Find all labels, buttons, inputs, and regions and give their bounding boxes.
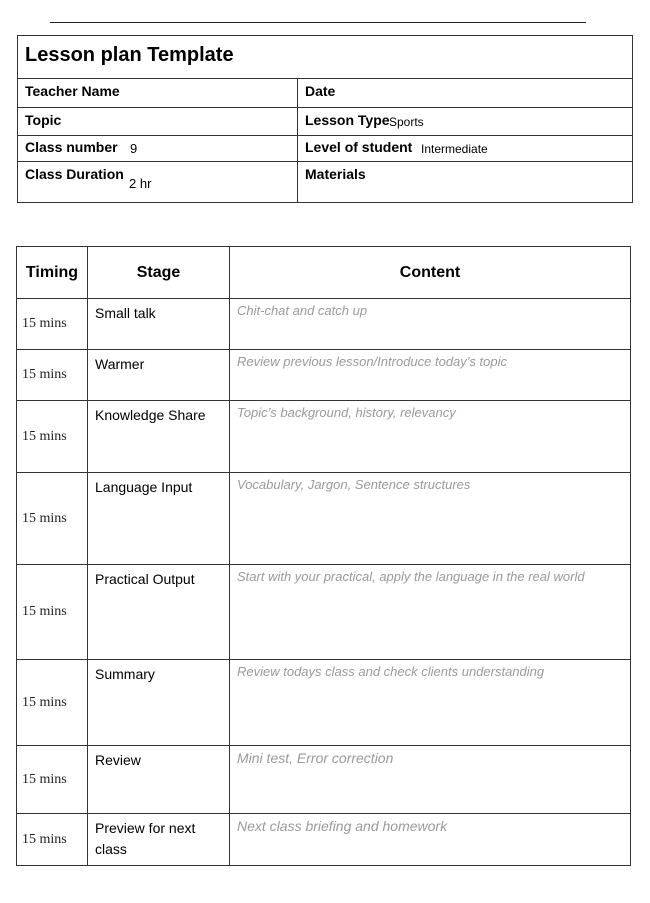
- stage-value: Language Input: [95, 479, 193, 495]
- topic-label: Topic: [25, 112, 62, 128]
- content-value: Start with your practical, apply the language in the real world: [237, 569, 585, 584]
- table-row: [17, 660, 631, 746]
- class-duration-value: 2 hr: [129, 176, 152, 191]
- stage-value: Knowledge Share: [95, 407, 206, 423]
- timing-value: 15 mins: [22, 367, 67, 382]
- stage-value: Summary: [95, 666, 155, 682]
- timing-cell[interactable]: [17, 660, 88, 746]
- table-row: [17, 746, 631, 814]
- timing-cell[interactable]: [17, 565, 88, 660]
- date-cell[interactable]: [298, 79, 632, 107]
- stage-value: Preview for next class: [95, 820, 196, 857]
- timing-value: 15 mins: [22, 771, 67, 787]
- stage-cell[interactable]: [88, 401, 230, 473]
- timing-cell[interactable]: [17, 401, 88, 473]
- table-row: [17, 473, 631, 565]
- content-cell[interactable]: [230, 299, 631, 350]
- timing-cell[interactable]: [17, 814, 88, 866]
- content-value: Mini test, Error correction: [237, 750, 394, 766]
- column-header-stage: Stage: [88, 247, 230, 299]
- stage-cell[interactable]: [88, 746, 230, 814]
- table-row: [17, 814, 631, 866]
- stage-value: Warmer: [95, 356, 145, 372]
- content-cell[interactable]: [230, 814, 631, 866]
- lesson-type-value: Sports: [389, 115, 424, 129]
- lesson-header-table: [17, 35, 633, 203]
- top-rule: [50, 22, 586, 23]
- stage-cell[interactable]: [88, 299, 230, 350]
- table-row: [17, 401, 631, 473]
- timing-value: 15 mins: [22, 604, 67, 619]
- timing-value: 15 mins: [22, 831, 67, 847]
- content-cell[interactable]: [230, 746, 631, 814]
- level-label: Level of student: [305, 139, 413, 155]
- class-number-value: 9: [130, 141, 138, 156]
- content-cell[interactable]: [230, 660, 631, 746]
- teacher-name-cell[interactable]: [18, 79, 298, 107]
- class-duration-cell[interactable]: [18, 162, 298, 202]
- stage-value: Review: [95, 752, 141, 768]
- class-duration-label: Class Duration: [25, 166, 124, 182]
- class-number-label: Class number: [25, 139, 118, 155]
- timing-value: 15 mins: [22, 694, 67, 710]
- stage-value: Practical Output: [95, 571, 195, 587]
- table-row: [17, 565, 631, 660]
- topic-cell[interactable]: [18, 108, 298, 135]
- content-cell[interactable]: [230, 350, 631, 401]
- table-row: [17, 350, 631, 401]
- content-value: Chit-chat and catch up: [237, 303, 368, 318]
- level-value: Intermediate: [421, 142, 488, 156]
- content-value: Review todays class and check clients understanding: [237, 664, 545, 679]
- content-cell[interactable]: [230, 565, 631, 660]
- content-value: Vocabulary, Jargon, Sentence structures: [237, 477, 471, 492]
- content-cell[interactable]: [230, 401, 631, 473]
- content-value: Topic’s background, history, relevancy: [237, 405, 456, 420]
- level-cell[interactable]: [298, 136, 632, 161]
- header-row-class-number: [18, 135, 632, 161]
- timing-value: 15 mins: [22, 510, 67, 526]
- lesson-stages-table: [16, 246, 631, 866]
- column-header-timing: Timing: [17, 247, 88, 299]
- timing-value: 15 mins: [22, 316, 67, 331]
- timing-cell[interactable]: [17, 473, 88, 565]
- stage-cell[interactable]: [88, 473, 230, 565]
- table-header-row: [17, 247, 631, 299]
- class-number-cell[interactable]: [18, 136, 298, 161]
- stage-cell[interactable]: [88, 660, 230, 746]
- timing-cell[interactable]: [17, 746, 88, 814]
- timing-value: 15 mins: [22, 428, 67, 444]
- teacher-name-label: Teacher Name: [25, 83, 120, 99]
- content-value: Next class briefing and homework: [237, 818, 448, 834]
- content-value: Review previous lesson/Introduce today’s topic: [237, 354, 508, 369]
- page-title: Lesson plan Template: [25, 44, 234, 66]
- materials-label: Materials: [305, 166, 366, 182]
- header-row-teacher: [18, 78, 632, 107]
- stage-cell[interactable]: [88, 565, 230, 660]
- stage-cell[interactable]: [88, 350, 230, 401]
- materials-cell[interactable]: [298, 162, 632, 202]
- stage-cell[interactable]: [88, 814, 230, 866]
- header-row-duration: [18, 161, 632, 202]
- stage-value: Small talk: [95, 305, 156, 321]
- content-cell[interactable]: [230, 473, 631, 565]
- lesson-type-cell[interactable]: [298, 108, 632, 135]
- timing-cell[interactable]: [17, 350, 88, 401]
- lesson-type-label: Lesson Type: [305, 112, 390, 128]
- timing-cell[interactable]: [17, 299, 88, 350]
- header-row-topic: [18, 107, 632, 135]
- table-row: [17, 299, 631, 350]
- date-label: Date: [305, 83, 336, 99]
- column-header-content: Content: [230, 247, 631, 299]
